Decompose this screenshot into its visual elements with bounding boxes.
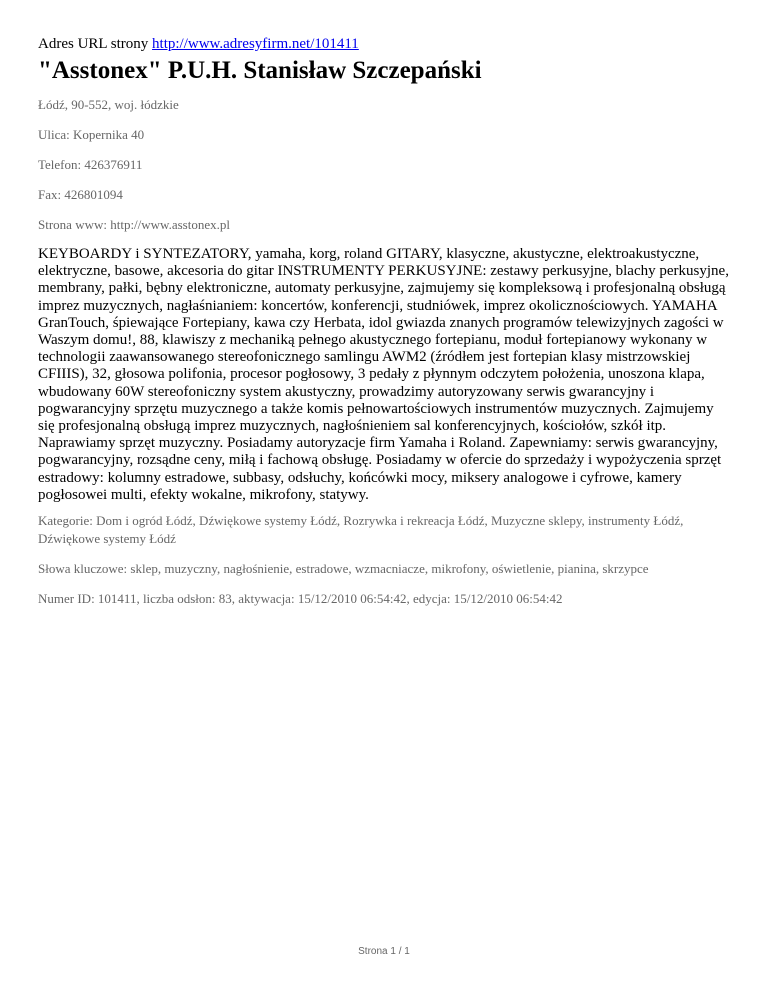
url-line xyxy=(38,34,732,54)
company-phone: Telefon: 426376911 xyxy=(38,157,143,172)
company-fax: Fax: 426801094 xyxy=(38,187,123,202)
record-info-text: Numer ID: 101411, liczba odsłon: 83, aktywacja: 15/12/2010 06:54:42, edycja: 15/12/2010 06:54:42 xyxy=(38,591,563,607)
categories-text: Kategorie: Dom i ogród Łódź, Dźwiękowe systemy Łódź, Rozrywka i rekreacja Łódź, Muzyczne sklepy, instrumenty Łódź, Dźwiękowe systemy Łódź xyxy=(38,513,684,547)
company-street: Ulica: Kopernika 40 xyxy=(38,127,145,142)
source-url-link[interactable]: http://www.adresyfirm.net/101411 xyxy=(152,36,359,52)
company-description: KEYBOARDY i SYNTEZATORY, yamaha, korg, roland GITARY, klasyczne, akustyczne, elektroakustyczne, elektryczne, basowe, akcesoria do gitar INSTRUMENTY PERKUSYJNE: zestawy perkusyjne, blachy perkusyjne, membrany, pałki, bębny elektroniczne, automaty perkusyjne, zajmujemy się kompleksową i profesjonalną obsługą imprez muzycznych, nagłaśnianiem: koncertów, konferencji, studniówek, imprez okolicznościowych. YAMAHA GranTouch, śpiewające Fortepiany, kawa czy Herbata, idol gwiazda znanych programów telewizyjnych zagości w Waszym domu!, 88, klawiszy z mechaniką pełnego akustycznego fortepianu, moduł fortepianowy wykonany w technologii zaawansowanego stereofonicznego samlingu AWM2 (źródłem jest fortepian klasy mistrzowskiej CFIIIS), 32, głosowa polifonia, procesor pogłosowy, 3 pedały z płynnym odczytem położenia, unoszona klapa, wbudowany 60W stereofoniczny system akustyczny, prowadzimy autoryzowany serwis gwarancyjny i pogwarancyjny sprzętu muzycznego a także komis pełnowartościowych instrumentów muzycznych. Zajmujemy się profesjonalną obsługą imprez muzycznych, nagłośnieniem sal konferencyjnych, kościołów, szkół itp. Naprawiamy sprzęt muzyczny. Posiadamy autoryzacje firm Yamaha i Roland. Zapewniamy: serwis gwarancyjny, pogwarancyjny, rozsądne ceny, miłą i fachową obsługę. Posiadamy w ofercie do sprzedaży i wypożyczenia sprzęt estradowy: kolumny estradowe, subbasy, odsłuchy, końcówki mocy, miksery analogowe i cyfrowe, kamery pogłosowei multi, efekty wokalne, mikrofony, statywy. xyxy=(38,246,729,503)
company-location: Łódź, 90-552, woj. łódzkie xyxy=(38,97,179,112)
keywords-text: Słowa kluczowe: sklep, muzyczny, nagłośnienie, estradowe, wzmacniacze, mikrofony, oświetlenie, pianina, skrzypce xyxy=(38,561,649,577)
page-number-footer: Strona 1 / 1 xyxy=(358,946,410,957)
url-label: Adres URL strony xyxy=(38,36,149,52)
document-page xyxy=(38,34,732,620)
company-name-heading: "Asstonex" P.U.H. Stanisław Szczepański xyxy=(38,57,482,84)
company-website: Strona www: http://www.asstonex.pl xyxy=(38,217,230,232)
